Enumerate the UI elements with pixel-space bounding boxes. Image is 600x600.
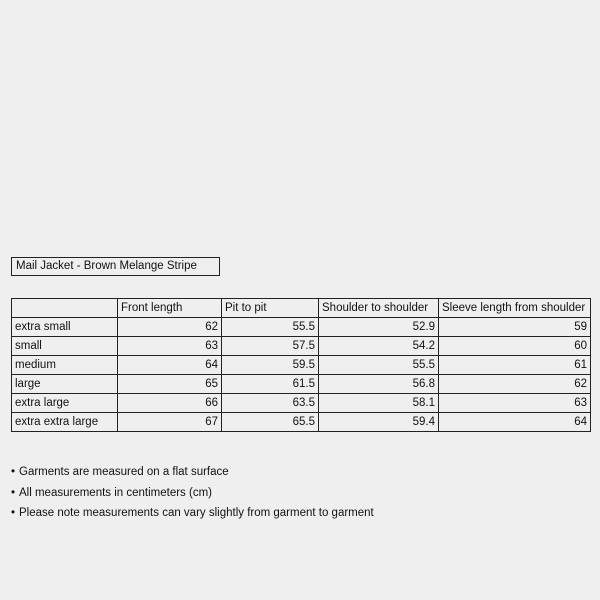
size-label-cell: extra small (12, 318, 118, 337)
size-label-cell: medium (12, 356, 118, 375)
sleeve-length-cell: 59 (439, 318, 591, 337)
front-length-cell: 64 (118, 356, 222, 375)
shoulder-to-shoulder-cell: 56.8 (319, 375, 439, 394)
size-label-cell: extra large (12, 394, 118, 413)
size-chart-title: Mail Jacket - Brown Melange Stripe (11, 257, 220, 276)
header-cell-front-length: Front length (118, 299, 222, 318)
header-cell-pit-to-pit: Pit to pit (222, 299, 319, 318)
shoulder-to-shoulder-cell: 59.4 (319, 413, 439, 432)
size-label-cell: extra extra large (12, 413, 118, 432)
size-label-cell: large (12, 375, 118, 394)
pit-to-pit-cell: 57.5 (222, 337, 319, 356)
sleeve-length-cell: 63 (439, 394, 591, 413)
size-label-cell: small (12, 337, 118, 356)
note-text: Please note measurements can vary slightly from garment to garment (19, 507, 374, 519)
table-row (12, 318, 591, 337)
front-length-cell: 66 (118, 394, 222, 413)
pit-to-pit-cell: 59.5 (222, 356, 319, 375)
pit-to-pit-cell: 63.5 (222, 394, 319, 413)
header-cell-sleeve-length: Sleeve length from shoulder (439, 299, 591, 318)
shoulder-to-shoulder-cell: 52.9 (319, 318, 439, 337)
header-cell-size (12, 299, 118, 318)
sleeve-length-cell: 60 (439, 337, 591, 356)
front-length-cell: 63 (118, 337, 222, 356)
note-item (11, 483, 374, 504)
note-text: All measurements in centimeters (cm) (19, 486, 212, 499)
pit-to-pit-cell: 65.5 (222, 413, 319, 432)
shoulder-to-shoulder-cell: 54.2 (319, 337, 439, 356)
sleeve-length-cell: 62 (439, 375, 591, 394)
shoulder-to-shoulder-cell: 55.5 (319, 356, 439, 375)
shoulder-to-shoulder-cell: 58.1 (319, 394, 439, 413)
pit-to-pit-cell: 61.5 (222, 375, 319, 394)
header-cell-shoulder-to-shoulder: Shoulder to shoulder (319, 299, 439, 318)
table-header-row (12, 299, 591, 318)
bullet-glyph: • (11, 486, 16, 499)
front-length-cell: 62 (118, 318, 222, 337)
front-length-cell: 65 (118, 375, 222, 394)
front-length-cell: 67 (118, 413, 222, 432)
measurement-notes (11, 462, 374, 524)
table-row (12, 413, 591, 432)
note-item (11, 462, 374, 483)
bullet-glyph: • (11, 466, 16, 478)
size-chart-table (11, 298, 591, 432)
note-text: Garments are measured on a flat surface (19, 466, 229, 478)
note-item (11, 503, 374, 524)
bullet-glyph: • (11, 507, 16, 519)
table-row (12, 337, 591, 356)
table-row (12, 356, 591, 375)
table-row (12, 394, 591, 413)
sleeve-length-cell: 61 (439, 356, 591, 375)
table-row (12, 375, 591, 394)
pit-to-pit-cell: 55.5 (222, 318, 319, 337)
sleeve-length-cell: 64 (439, 413, 591, 432)
